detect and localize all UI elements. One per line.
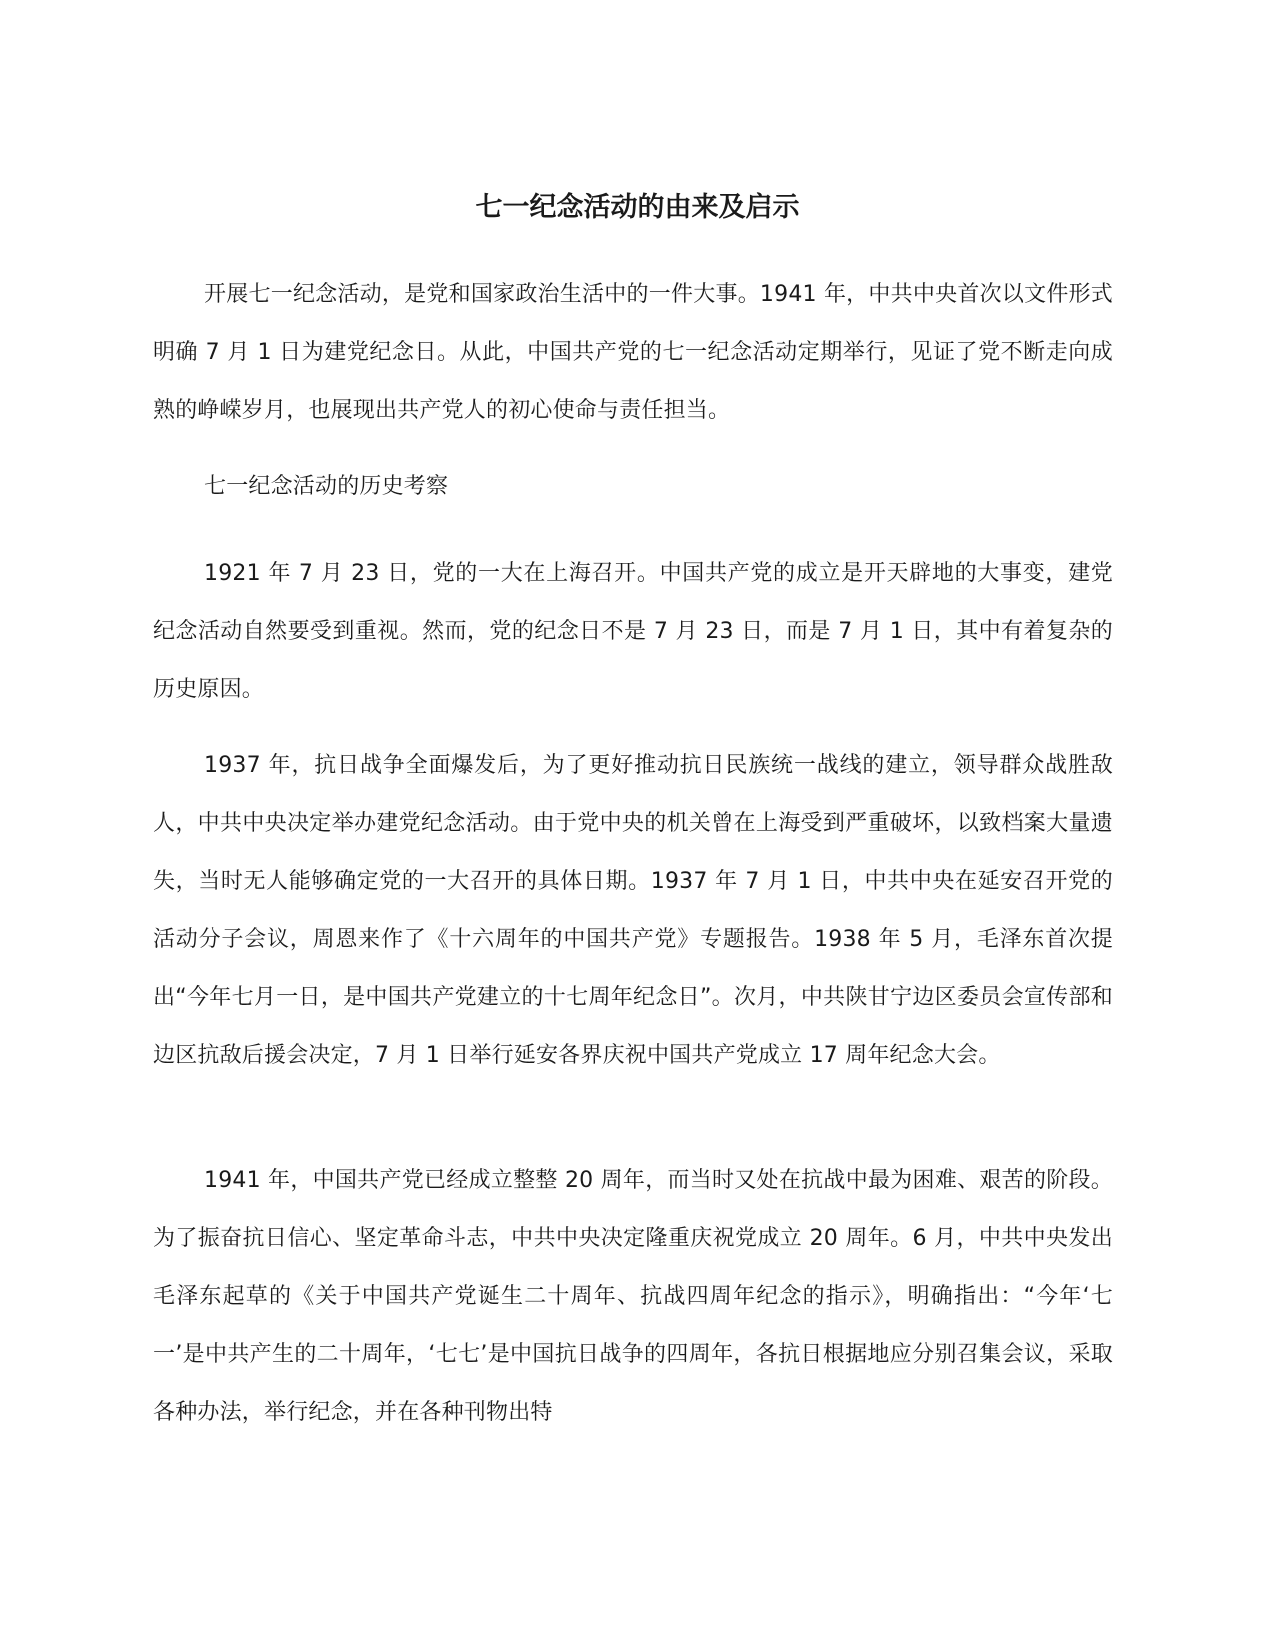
paragraph-1941: 1941 年，中国共产党已经成立整整 20 周年，而当时又处在抗战中最为困难、艰苦的阶段。为了振奋抗日信心、坚定革命斗志，中共中央决定隆重庆祝党成立 20 周年。6 月，中共中央发出毛泽东起草的《关于中国共产党诞生二十周年、抗战四周年纪念的指示》，明确指出：“今年‘七一’是中共产生的二十周年，‘七七’是中国抗日战争的四周年，各抗日根据地应分别召集会议，采取各种办法，举行纪念，并在各种刊物出特	[153, 1168, 1113, 1425]
paragraph-1921: 1921 年 7 月 23 日，党的一大在上海召开。中国共产党的成立是开天辟地的大事变，建党纪念活动自然要受到重视。然而，党的纪念日不是 7 月 23 日，而是 7 月 1 日，其中有着复杂的历史原因。	[153, 561, 1113, 702]
paragraph-intro: 开展七一纪念活动，是党和国家政治生活中的一件大事。1941 年，中共中央首次以文件形式明确 7 月 1 日为建党纪念日。从此，中国共产党的七一纪念活动定期举行，见证了党不断走向成熟的峥嵘岁月，也展现出共产党人的初心使命与责任担当。	[153, 282, 1113, 423]
paragraph-1937: 1937 年，抗日战争全面爆发后，为了更好推动抗日民族统一战线的建立，领导群众战胜敌人，中共中央决定举办建党纪念活动。由于党中央的机关曾在上海受到严重破坏，以致档案大量遗失，当时无人能够确定党的一大召开的具体日期。1937 年 7 月 1 日，中共中央在延安召开党的活动分子会议，周恩来作了《十六周年的中国共产党》专题报告。1938 年 5 月，毛泽东首次提出“今年七月一日，是中国共产党建立的十七周年纪念日”。次月，中共陕甘宁边区委员会宣传部和边区抗敌后援会决定，7 月 1 日举行延安各界庆祝中国共产党成立 17 周年纪念大会。	[153, 753, 1113, 1068]
document-title: 七一纪念活动的由来及启示	[475, 192, 800, 223]
section-heading: 七一纪念活动的历史考察	[204, 474, 449, 499]
